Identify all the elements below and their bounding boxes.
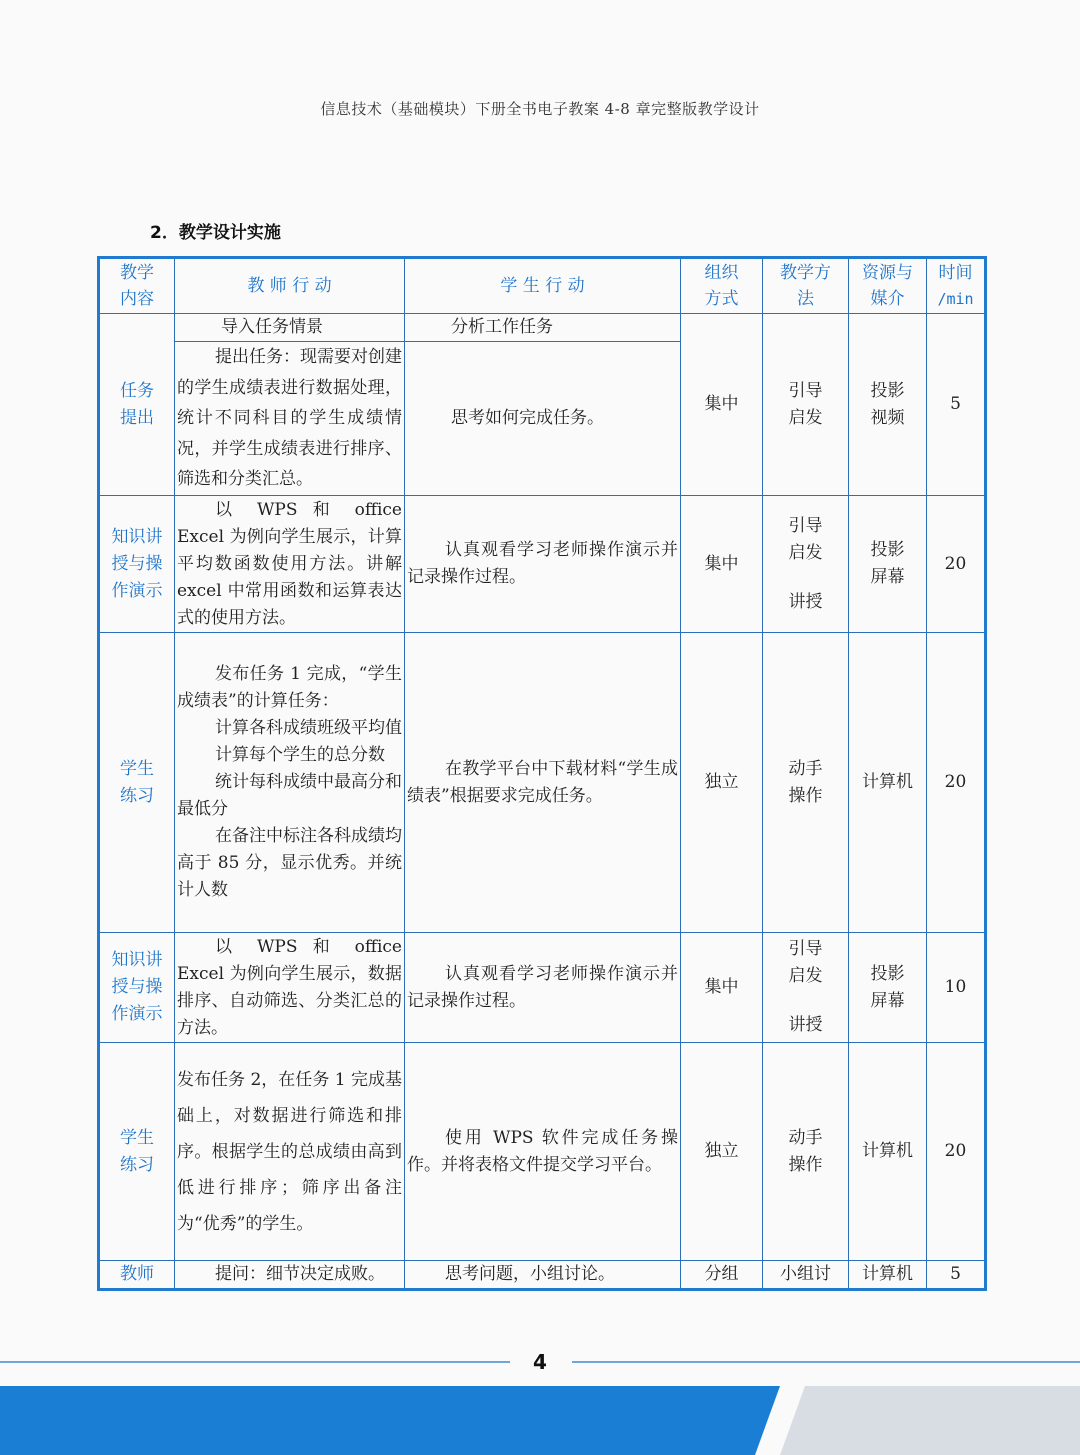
row-time: 5 — [927, 314, 986, 496]
row-time: 10 — [927, 933, 986, 1043]
teacher-action: 以 WPS 和 office Excel 为例向学生展示，数据排序、自动筛选、分类汇总的方法。 — [175, 933, 405, 1043]
footer-band — [0, 1386, 1080, 1455]
header-content: 教学 内容 — [99, 258, 175, 314]
student-sub-action: 分析工作任务 — [405, 314, 681, 342]
teacher-action: 以 WPS 和 office Excel 为例向学生展示，计算平均数函数使用方法。讲解 excel 中常用函数和运算表达式的使用方法。 — [175, 496, 405, 633]
row-method: 小组讨 — [763, 1261, 849, 1290]
footer-band-gray — [780, 1386, 1080, 1455]
header-time: 时间 /min — [927, 258, 986, 314]
document-header: 信息技术（基础模块）下册全书电子教案 4-8 章完整版教学设计 — [320, 100, 760, 118]
row-org: 集中 — [681, 496, 763, 633]
row-resource: 投影 视频 — [849, 314, 927, 496]
header-org: 组织 方式 — [681, 258, 763, 314]
row-method: 引导 启发 讲授 — [763, 496, 849, 633]
row-resource: 计算机 — [849, 1043, 927, 1261]
table-row — [99, 1043, 986, 1261]
row-time: 20 — [927, 496, 986, 633]
footer-band-blue — [0, 1386, 780, 1455]
student-action: 思考问题，小组讨论。 — [405, 1261, 681, 1290]
row-time: 20 — [927, 633, 986, 933]
table-row — [99, 314, 986, 342]
section-title: 2．教学设计实施 — [150, 223, 281, 243]
student-action: 认真观看学习老师操作演示并记录操作过程。 — [405, 496, 681, 633]
row-method: 引导 启发 — [763, 314, 849, 496]
table-row — [99, 496, 986, 633]
table-header-row — [99, 258, 986, 314]
student-action: 使用 WPS 软件完成任务操作。并将表格文件提交学习平台。 — [405, 1043, 681, 1261]
student-action: 在教学平台中下载材料“学生成绩表”根据要求完成任务。 — [405, 633, 681, 933]
table-row — [99, 1261, 986, 1290]
row-content: 知识讲 授与操 作演示 — [99, 496, 175, 633]
teacher-action: 发布任务 1 完成，“学生成绩表”的计算任务： 计算各科成绩班级平均值 计算每个学生的总分数 统计每科成绩中最高分和最低分 在备注中标注各科成绩均高于 85 分，显示优秀。并统计人数 — [175, 633, 405, 933]
row-org: 集中 — [681, 933, 763, 1043]
row-org: 独立 — [681, 633, 763, 933]
row-resource: 投影 屏幕 — [849, 496, 927, 633]
teacher-sub-action: 导入任务情景 — [175, 314, 405, 342]
header-resource: 资源与 媒介 — [849, 258, 927, 314]
row-content: 教师 — [99, 1261, 175, 1290]
row-content: 知识讲 授与操 作演示 — [99, 933, 175, 1043]
header-teacher: 教 师 行 动 — [175, 258, 405, 314]
row-time: 20 — [927, 1043, 986, 1261]
row-method: 动手 操作 — [763, 1043, 849, 1261]
row-content: 任务 提出 — [99, 314, 175, 496]
row-content: 学生 练习 — [99, 1043, 175, 1261]
teaching-plan-table — [97, 256, 987, 1291]
table-row — [99, 633, 986, 933]
header-student: 学 生 行 动 — [405, 258, 681, 314]
student-action: 思考如何完成任务。 — [405, 342, 681, 496]
row-content: 学生 练习 — [99, 633, 175, 933]
row-org: 独立 — [681, 1043, 763, 1261]
row-resource: 计算机 — [849, 633, 927, 933]
teacher-action: 提问：细节决定成败。 — [175, 1261, 405, 1290]
row-time: 5 — [927, 1261, 986, 1290]
table-row — [99, 933, 986, 1043]
teacher-action: 发布任务 2，在任务 1 完成基础上，对数据进行筛选和排序。根据学生的总成绩由高到低进行排序；筛序出备注为“优秀”的学生。 — [175, 1043, 405, 1261]
row-resource: 计算机 — [849, 1261, 927, 1290]
page-number: 4 — [533, 1350, 547, 1374]
row-method: 动手 操作 — [763, 633, 849, 933]
row-resource: 投影 屏幕 — [849, 933, 927, 1043]
header-method: 教学方 法 — [763, 258, 849, 314]
student-action: 认真观看学习老师操作演示并记录操作过程。 — [405, 933, 681, 1043]
row-org: 集中 — [681, 314, 763, 496]
teacher-action: 提出任务：现需要对创建的学生成绩表进行数据处理，统计不同科目的学生成绩情况，并学生成绩表进行排序、筛选和分类汇总。 — [175, 342, 405, 496]
row-method: 引导 启发 讲授 — [763, 933, 849, 1043]
row-org: 分组 — [681, 1261, 763, 1290]
